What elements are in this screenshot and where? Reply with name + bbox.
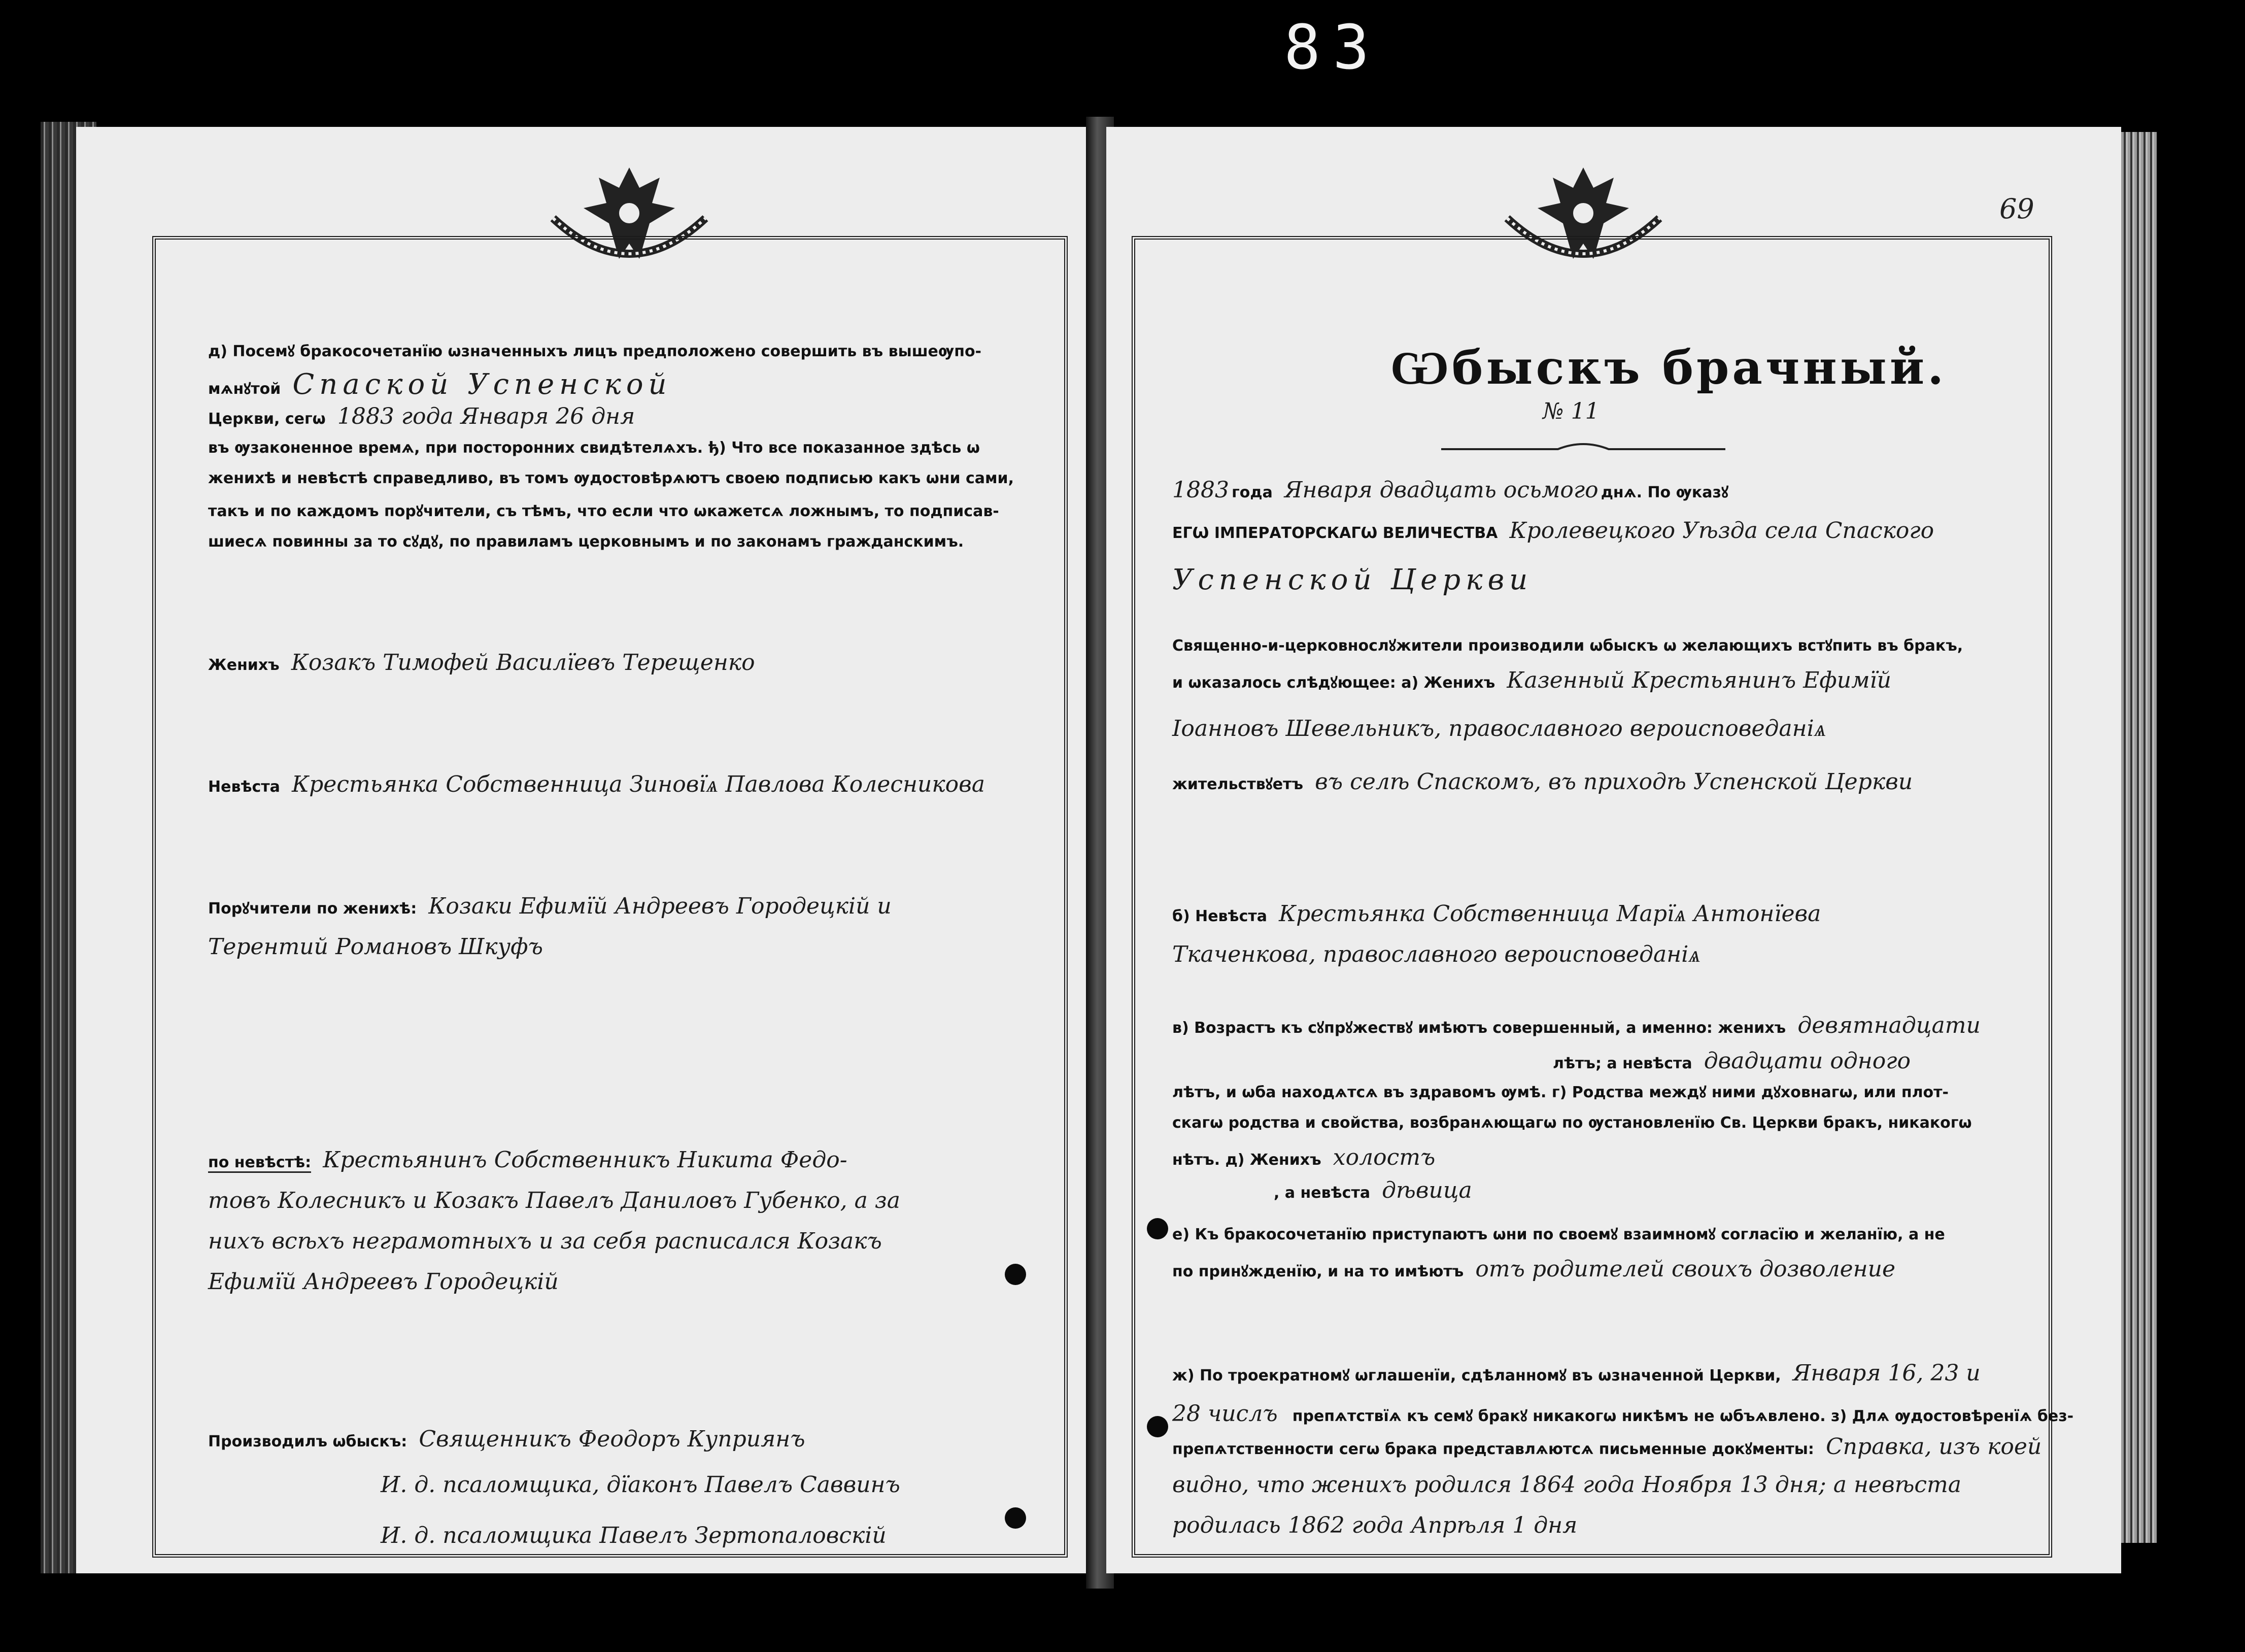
bride-row (208, 771, 985, 797)
bride-marital-label: , а невѣста (1274, 1184, 1371, 1202)
groom-sureties-label: Порꙋчители по женихѣ: (208, 900, 417, 918)
clause-d-line2-label: мѧнꙋтой (208, 380, 281, 398)
record-number: № 11 (1543, 398, 1600, 424)
year-row (1172, 477, 1728, 503)
clause-d-line3-label: Церкви, сегѡ (208, 410, 326, 428)
age-row2 (1553, 1048, 1911, 1074)
clause-d-line5: женихѣ и невѣстѣ справедливо, въ томъ ѹдостовѣрѧютъ своею подписью какъ ѡни сами, (208, 469, 1014, 487)
binding-hole (1005, 1507, 1026, 1529)
binding-hole (1005, 1264, 1026, 1285)
consent-row2 (1172, 1256, 1895, 1282)
consent-line1: е) Къ бракосочетанїю приступаютъ ѡни по своемꙋ взаимномꙋ согласїю и желанїю, а не (1172, 1226, 1945, 1243)
day-label: днѧ. По ѹказꙋ (1601, 484, 1729, 501)
banns-dates: Января 16, 23 и (1792, 1360, 1981, 1386)
age-label: в) Возрастъ къ сꙋпрꙋжествꙋ имѣютъ совершенный, а именно: женихъ (1172, 1019, 1786, 1037)
kinship-line1: лѣтъ, и ѡба находѧтсѧ въ здравомъ ѹмѣ. г) Родства междꙋ ними дꙋховнагѡ, или плот- (1172, 1084, 1949, 1101)
clause-d-line7: шиесѧ повинны за то сꙋдꙋ, по правиламъ церковнымъ и по законамъ гражданскимъ. (208, 533, 964, 551)
residence-label: жительствꙋетъ (1172, 776, 1304, 793)
groom-sureties-line2: Терентий Романовъ Шкуфъ (208, 934, 543, 960)
document-title: Ѡбыскъ брачный. (1390, 340, 1947, 395)
documents-hand1: Справка, изъ коей (1825, 1434, 2042, 1460)
film-frame-number: 83 (1284, 13, 1382, 83)
bride-label-right: б) Невѣста (1172, 907, 1268, 925)
year-label: года (1232, 484, 1273, 501)
clause-d-line2 (208, 368, 672, 401)
groom-status: Казенный Крестьянинъ Ефимїй (1507, 667, 1891, 693)
documents-hand2: видно, что женихъ родился 1864 года Ноября 13 дня; а невѣста (1172, 1472, 1961, 1498)
inquiry-priest-signature: Священникъ Феодоръ Куприянъ (419, 1426, 805, 1452)
residence-place: въ селѣ Спаскомъ, въ приходѣ Успенской Церкви (1315, 769, 1913, 795)
district-name: Кролевецкого Уѣзда села Спаского (1509, 518, 1934, 544)
groom-sureties-line1: Козаки Ефимїй Андреевъ Городецкій и (428, 893, 892, 919)
bride-status-name: Крестьянка Собственница Марїѧ Антонїева (1279, 901, 1821, 927)
page-number: 69 (1999, 193, 2034, 225)
documents-row (1172, 1434, 2042, 1460)
residence-row (1172, 769, 1913, 795)
bride-sureties-line4: Ефимїй Андреевъ Городецкій (208, 1269, 559, 1295)
bride-sureties-label: по невѣстѣ: (208, 1154, 311, 1173)
kinship-line2: скагѡ родства и свойства, возбранѧющагѡ по ѹстановленїю Св. Церкви бракъ, никакогѡ (1172, 1114, 1972, 1132)
documents-hand3: родилась 1862 года Апрѣля 1 дня (1172, 1512, 1578, 1538)
binding-hole (1147, 1416, 1168, 1437)
inquiry-psalmist-signature: И. д. псаломщика Павелъ Зертопаловскій (381, 1523, 887, 1548)
left-page (76, 127, 1091, 1573)
groom-sureties-row (208, 893, 892, 919)
banns-label: ж) По троекратномꙋ ѡглашенїи, сдѣланномꙋ въ ѡзначенной Церкви, (1172, 1367, 1781, 1385)
clause-d-line3 (208, 403, 635, 429)
groom-marital-status: холостъ (1333, 1144, 1436, 1170)
found-row (1172, 667, 1891, 693)
majesty-row (1172, 518, 1934, 544)
title-flourish-ornament (1441, 439, 1725, 459)
inquiry-by-row (208, 1426, 805, 1452)
clause-d-line1: д) Посемꙋ бракосочетанїю ѡзначенныхъ лицъ предположено совершить въ вышеѹпо- (208, 343, 982, 360)
record-date: Января двадцать осьмого (1284, 477, 1598, 503)
record-year: 1883 (1172, 477, 1229, 503)
bride-label: Невѣста (208, 778, 280, 796)
bride-sureties-line3: нихъ всѣхъ неграмотныхъ и за себя расписался Козакъ (208, 1228, 882, 1254)
groom-age: девятнадцати (1797, 1013, 1981, 1038)
bride-row-right (1172, 901, 1821, 927)
inquiry-by-label: Производилъ ѡбыскъ: (208, 1433, 407, 1451)
banns-row (1172, 1360, 1981, 1386)
banns-row2 (1172, 1401, 2073, 1427)
bride-age-label: лѣтъ; а невѣста (1553, 1055, 1692, 1072)
marital-status-row (1172, 1144, 1435, 1170)
bride-age: двадцати одного (1704, 1048, 1911, 1074)
bride-sureties-line2: товъ Колесникъ и Козакъ Павелъ Даниловъ Губенко, а за (208, 1188, 901, 1213)
groom-label: Женихъ (208, 656, 280, 674)
bride-sureties-row (208, 1147, 847, 1173)
clause-d-church-name: Спаской Успенской (292, 368, 672, 401)
right-page-frame (1132, 236, 2052, 1558)
clause-d-line6: такъ и по каждомъ порꙋчители, съ тѣмъ, что если что ѡкажетсѧ ложнымъ, то подписав- (208, 502, 999, 520)
binding-hole (1147, 1218, 1168, 1239)
groom-marital-label: нѣтъ. д) Женихъ (1172, 1151, 1321, 1169)
banns-dates-end: 28 числъ (1172, 1401, 1278, 1427)
majesty-label: ЕГѠ ІМПЕРАТОРСКАГѠ ВЕЛИЧЕСТВА (1172, 524, 1498, 542)
groom-name-faith: Іоанновъ Шевельникъ, православного вероисповеданiѧ (1172, 716, 1826, 741)
inquiry-deacon-signature: И. д. псаломщика, дїаконъ Павелъ Саввинъ (381, 1472, 900, 1498)
bride-name: Крестьянка Собственница Зиновїѧ Павлова Колесникова (292, 771, 985, 797)
found-label: и ѡказалось слѣдꙋющее: а) Женихъ (1172, 674, 1495, 692)
right-page (1106, 127, 2121, 1573)
groom-row (208, 650, 755, 676)
documents-label: препѧтственности сегѡ брака представлѧютсѧ письменные докꙋменты: (1172, 1440, 1814, 1458)
groom-name: Козакъ Тимофей Василїевъ Терещенко (291, 650, 755, 676)
consent-label2: по принꙋжденїю, и на то имѣютъ (1172, 1263, 1464, 1280)
clause-d-line4: въ ѹзаконенное времѧ, при посторонних свидѣтелѧхъ. ђ) Что все показанное здѣсь ѡ (208, 439, 980, 457)
church-name: Успенской Церкви (1172, 563, 1533, 596)
bride-marital-status: дѣвица (1382, 1177, 1472, 1203)
bride-marital-row (1274, 1177, 1472, 1203)
bride-surname-faith: Ткаченкова, православного вероисповеданiѧ (1172, 941, 1701, 967)
clergy-line: Священно-и-церковнослꙋжители производили ѡбыскъ ѡ желающихъ встꙋпить въ бракъ, (1172, 637, 1963, 655)
no-impediment-line: препѧтствїѧ къ семꙋ бракꙋ никакогѡ никѣмъ не ѡбъѧвлено. з) Длѧ ѹдостовѣренїѧ без- (1292, 1407, 2074, 1425)
book-edge-right (2121, 132, 2157, 1543)
bride-sureties-line1: Крестьянинъ Собственникъ Никита Федо- (323, 1147, 847, 1173)
clause-d-date: 1883 года Января 26 дня (337, 403, 635, 429)
parental-consent: отъ родителей своихъ дозволение (1475, 1256, 1896, 1282)
age-row1 (1172, 1013, 1981, 1038)
